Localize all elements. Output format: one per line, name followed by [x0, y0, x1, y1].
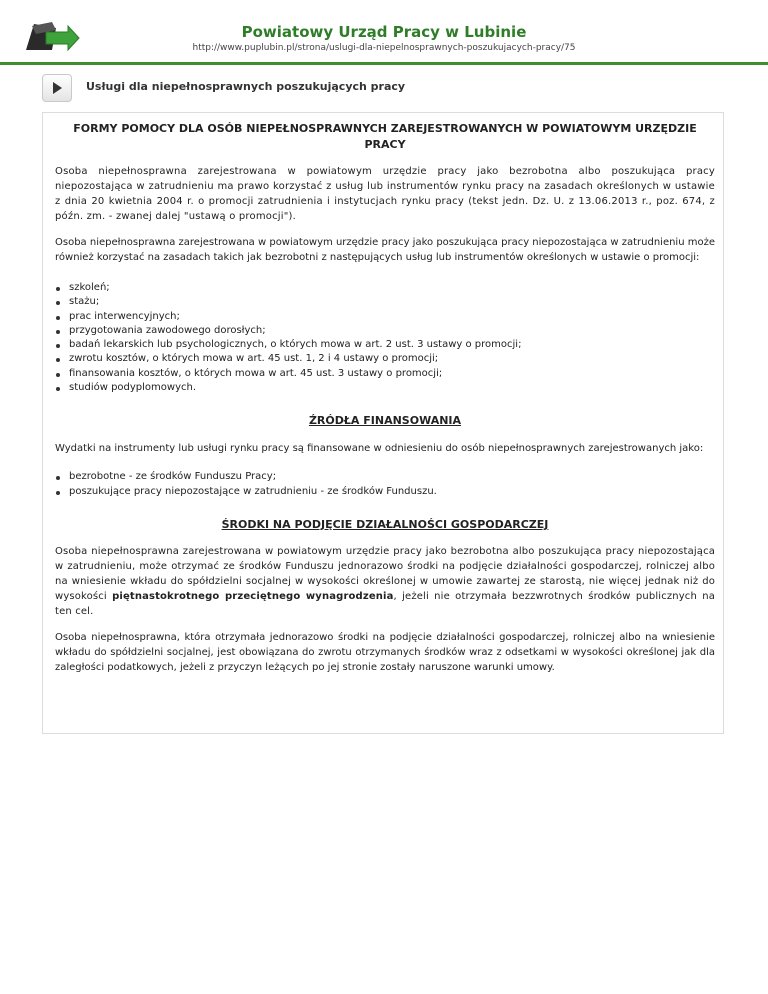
- paragraph-seekers: Osoba niepełnosprawna zarejestrowana w powiatowym urzędzie pracy jako poszukująca pracy niepozostająca w zatrudnieniu może również korzystać na zasadach takich jak bezrobotni z następujących usług lub instrumentów określonych w ustawie o promocji:: [55, 237, 715, 263]
- section-heading-forms: FORMY POMOCY DLA OSÓB NIEPEŁNOSPRAWNYCH ZAREJESTROWANYCH W POWIATOWYM URZĘDZIE PRACY: [73, 122, 697, 151]
- paragraph-business-text: Osoba niepełnosprawna zarejestrowana w powiatowym urzędzie pracy jako bezrobotna albo poszukująca pracy niepozostająca w zatrudnieniu, może otrzymać ze środków Funduszu jednorazowo środki na podjęcie działalności gospodarczej, rolniczej albo na wniesienie wkładu do spółdzielni socjalnej w wysokości określonej w umowie zawartej ze starostą, nie więcej jednak niż do wysokości: [55, 545, 715, 602]
- list-item: prac interwencyjnych;: [63, 310, 715, 324]
- list-item: szkoleń;: [63, 281, 715, 295]
- list-item: finansowania kosztów, o których mowa w art. 45 ust. 3 ustawy o promocji;: [63, 367, 715, 381]
- list-item: badań lekarskich lub psychologicznych, o których mowa w art. 2 ust. 3 ustawy o promocji;: [63, 338, 715, 352]
- content-panel: [42, 112, 724, 734]
- arrow-right-icon: [43, 75, 71, 101]
- breadcrumb-label[interactable]: Usługi dla niepełnosprawnych poszukujących pracy: [86, 80, 406, 93]
- section-heading-funding: ŹRÓDŁA FINANSOWANIA: [308, 414, 462, 428]
- funding-list: [55, 470, 715, 499]
- paragraph-business-end: , jeżeli nie otrzymała bezzwrotnych środków publicznych na ten cel.: [55, 590, 715, 617]
- section-heading-business: ŚRODKI NA PODJĘCIE DZIAŁALNOŚCI GOSPODARCZEJ: [221, 517, 549, 531]
- list-item: studiów podyplomowych.: [63, 381, 715, 395]
- breadcrumb-button[interactable]: [42, 74, 72, 102]
- site-header: [0, 0, 768, 65]
- list-item: zwrotu kosztów, o których mowa w art. 45 ust. 1, 2 i 4 ustawy o promocji;: [63, 352, 715, 366]
- list-item: bezrobotne - ze środków Funduszu Pracy;: [63, 470, 715, 484]
- paragraph-funding: Wydatki na instrumenty lub usługi rynku pracy są finansowane w odniesieniu do osób niepełnosprawnych zarejestrowanych jako:: [55, 443, 704, 455]
- paragraph-intro: Osoba niepełnosprawna zarejestrowana w powiatowym urzędzie pracy jako bezrobotna albo poszukująca pracy niepozostająca w zatrudnieniu ma prawo korzystać z usług lub instrumentów rynku pracy na zasadach określonych w ustawie z dnia 20 kwietnia 2004 r. o promocji zatrudnienia i instytucjach rynku pracy (tekst jedn. Dz. U. z 13.06.2013 r., poz. 674, z późn. zm. - zwanej dalej "ustawą o promocji").: [55, 166, 715, 222]
- site-url[interactable]: http://www.puplubin.pl/strona/uslugi-dla-niepelnosprawnych-poszukujacych-pracy/75: [192, 43, 576, 53]
- paragraph-business: [55, 544, 715, 619]
- paragraph-business-bold: piętnastokrotnego przeciętnego wynagrodzenia: [112, 590, 394, 602]
- list-item: przygotowania zawodowego dorosłych;: [63, 324, 715, 338]
- list-item: stażu;: [63, 295, 715, 309]
- paragraph-refund: Osoba niepełnosprawna, która otrzymała jednorazowo środki na podjęcie działalności gospodarczej, rolniczej albo na wniesienie wkładu do spółdzielni socjalnej, jest obowiązana do zwrotu otrzymanych środków wraz z odsetkami w wysokości określonej jak dla zaległości podatkowych, jeżeli z przyczyn leżących po jej stronie zostały naruszone warunki umowy.: [55, 631, 715, 673]
- breadcrumb: [42, 74, 722, 102]
- site-title[interactable]: Powiatowy Urząd Pracy w Lubinie: [241, 23, 527, 41]
- services-list: [55, 281, 715, 395]
- list-item: poszukujące pracy niepozostające w zatrudnieniu - ze środków Funduszu.: [63, 485, 715, 499]
